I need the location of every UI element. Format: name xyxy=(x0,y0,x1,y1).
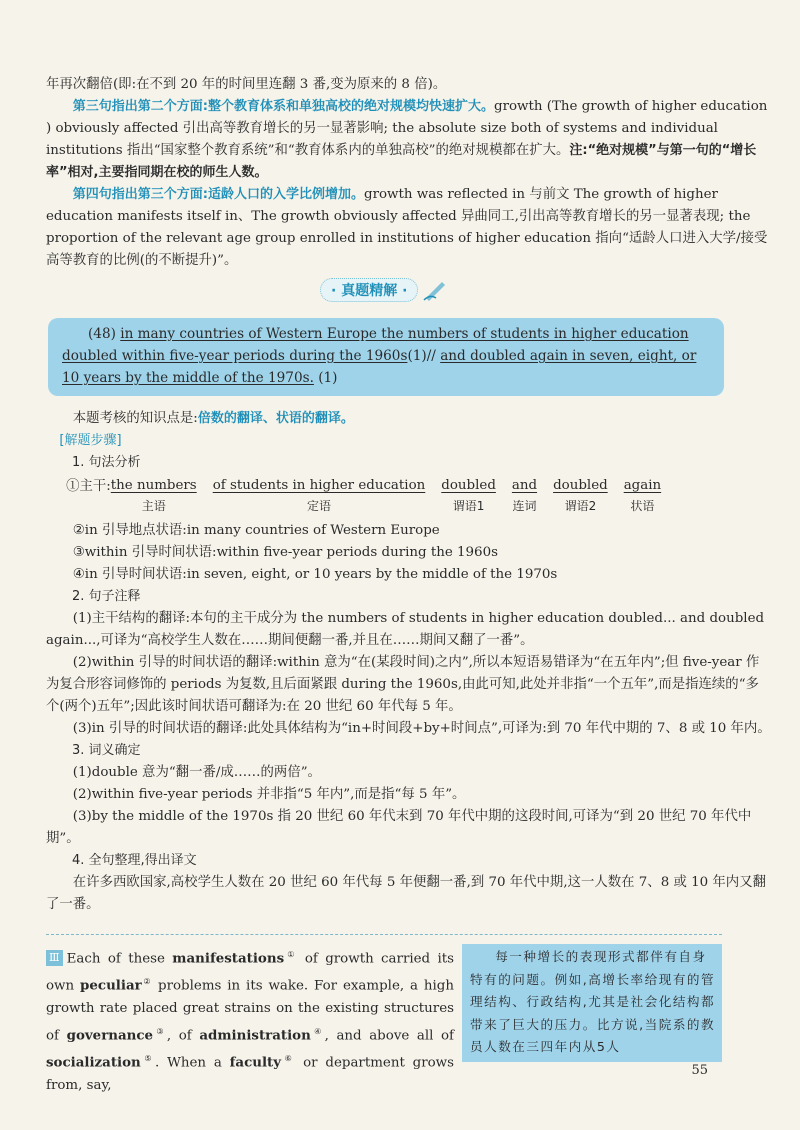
analysis-section xyxy=(46,408,772,916)
vocab-word: governance xyxy=(66,1027,154,1044)
analysis-item: (2)within 引导的时间状语的翻译:within 意为“在(某段时间)之内”,所以本短语易错译为“在五年内”;但 five-year 作为复合形容词修饰的 periods 为复数,且后面紧跟 during the 1960s,由此可知,此处并非指“一个五年”,而是指连续的“多个(两个)五年”;因此该时间状语可翻译为:在 20 世纪 60 年代每 5 年。 xyxy=(46,655,760,714)
vocab-word: manifestations xyxy=(172,950,285,967)
analysis-item: ②in 引导地点状语:in many countries of Western Europe xyxy=(72,523,440,538)
note: 注:“绝对规模”与第一句的“增长率”相对,主要指同期在校的师生人数。 xyxy=(46,143,757,180)
sentence-mark: (1)// xyxy=(407,348,436,364)
passage-paragraph: Ⅲ Each of these manifestations① of growth carried its own peculiar② problems in its wake. For example, a high growth rate placed great strains on the existing structures of governance③, of administration④, and above all of socialization⑤. When a faculty⑥ or department grows from, say, xyxy=(46,950,455,1093)
vocab-word: peculiar xyxy=(80,977,142,994)
analysis-item: (3)in 引导的时间状语的翻译:此处具体结构为“in+时间段+by+时间点”,可译为:到 70 年代中期的 7、8 或 10 年内。 xyxy=(72,721,771,736)
knowledge-highlight: 倍数的翻译、状语的翻译。 xyxy=(197,411,354,426)
paragraph: 年再次翻倍(即:在不到 20 年的时间里连翻 3 番,变为原来的 8 倍)。 xyxy=(46,77,447,92)
step-title: 4. 全句整理,得出译文 xyxy=(72,853,197,868)
translation-box xyxy=(462,944,722,1062)
sentence-structure xyxy=(46,476,772,520)
structure-segment: the numbers 主语 xyxy=(110,478,197,513)
analysis-item: ④in 引导时间状语:in seven, eight, or 10 years by the middle of the 1970s xyxy=(72,567,558,582)
step-title: 1. 句法分析 xyxy=(72,455,141,470)
steps-label: [解题步骤] xyxy=(59,433,122,448)
question-number: (48) xyxy=(88,326,116,342)
exam-sentence xyxy=(62,323,710,389)
analysis-item: (1)double 意为“翻一番/成……的两倍”。 xyxy=(72,765,321,780)
analysis-item: (2)within five-year periods 并非指“5 年内”,而是指“每 5 年”。 xyxy=(72,787,466,802)
intro-text xyxy=(46,74,772,272)
analysis-item: ③within 引导时间状语:within five-year periods during the 1960s xyxy=(72,545,498,560)
paragraph xyxy=(46,184,772,272)
step-title: 2. 句子注释 xyxy=(72,589,141,604)
vocab-word: socialization xyxy=(46,1054,141,1071)
analysis-item: (1)主干结构的翻译:本句的主干成分为 the numbers of students in higher education doubled... and doubled again...,可译为“高校学生人数在……期间便翻一番,并且在……期间又翻了一番”。 xyxy=(46,611,765,648)
exam-sentence-box xyxy=(48,318,724,396)
structure-lead: ①主干: xyxy=(66,479,111,494)
page-number: 55 xyxy=(691,1063,708,1078)
knowledge-point xyxy=(46,408,772,430)
knowledge-label: 本题考核的知识点是: xyxy=(72,411,198,426)
highlight-heading: 第三句指出第二个方面:整个教育体系和单独高校的绝对规模均快速扩大。 xyxy=(72,99,494,114)
pen-icon xyxy=(422,278,448,302)
structure-segment: and 连词 xyxy=(511,478,538,513)
highlight-heading: 第四句指出第三个方面:适龄人口的入学比例增加。 xyxy=(72,187,364,202)
structure-segment: of students in higher education 定语 xyxy=(212,478,426,513)
structure-segment: doubled 谓语2 xyxy=(553,478,608,513)
paragraph-number-badge: Ⅲ xyxy=(46,950,63,966)
translation-text: 每一种增长的表现形式都伴有自身特有的问题。例如,高增长率给现有的管理结构、行政结构,尤其是社会化结构都带来了巨大的压力。比方说,当院系的教员人数在三四年内从5人 xyxy=(470,949,716,1054)
section-divider xyxy=(46,934,722,935)
structure-segment: doubled 谓语1 xyxy=(441,478,496,513)
paragraph xyxy=(46,96,772,184)
sentence-mark: (1) xyxy=(318,370,338,386)
section-heading-label: · 真题精解 · xyxy=(320,278,418,302)
paragraph-text: growth was reflected in 与前文 The growth of higher education manifests itself in、The growth obviously affected 异曲同工,引出高等教育增长的另一显著表现; the proportion of the relevant age group enrolled in institutions of higher education 指向“适龄人口进入大学/接受高等教育的比例(的不断提升)”。 xyxy=(46,187,768,268)
analysis-item: (3)by the middle of the 1970s 指 20 世纪 60 年代末到 70 年代中期的这段时间,可译为“到 20 世纪 70 年代中期”。 xyxy=(46,809,752,846)
section-heading xyxy=(320,278,448,302)
sentence-part-2: and doubled again in seven, eight, or 10 years by the middle of the 1970s. xyxy=(62,348,697,386)
translation-result: 在许多西欧国家,高校学生人数在 20 世纪 60 年代每 5 年便翻一番,到 70 年代中期,这一人数在 7、8 或 10 年内又翻了一番。 xyxy=(46,875,766,912)
step-title: 3. 词义确定 xyxy=(72,743,141,758)
sentence-part-1: in many countries of Western Europe the numbers of students in higher education doubled within five-year periods during the 1960s xyxy=(62,326,689,364)
paragraph-text: growth (The growth of higher education ) obviously affected 引出高等教育增长的另一显著影响; the absolute size both of systems and individual institutions 指出“国家整个教育系统”和“教育体系内的单独高校”的绝对规模都在扩大。 xyxy=(46,99,768,158)
vocab-word: administration xyxy=(199,1027,311,1044)
vocab-word: faculty xyxy=(229,1054,282,1071)
structure-segment: again 状语 xyxy=(623,478,662,513)
